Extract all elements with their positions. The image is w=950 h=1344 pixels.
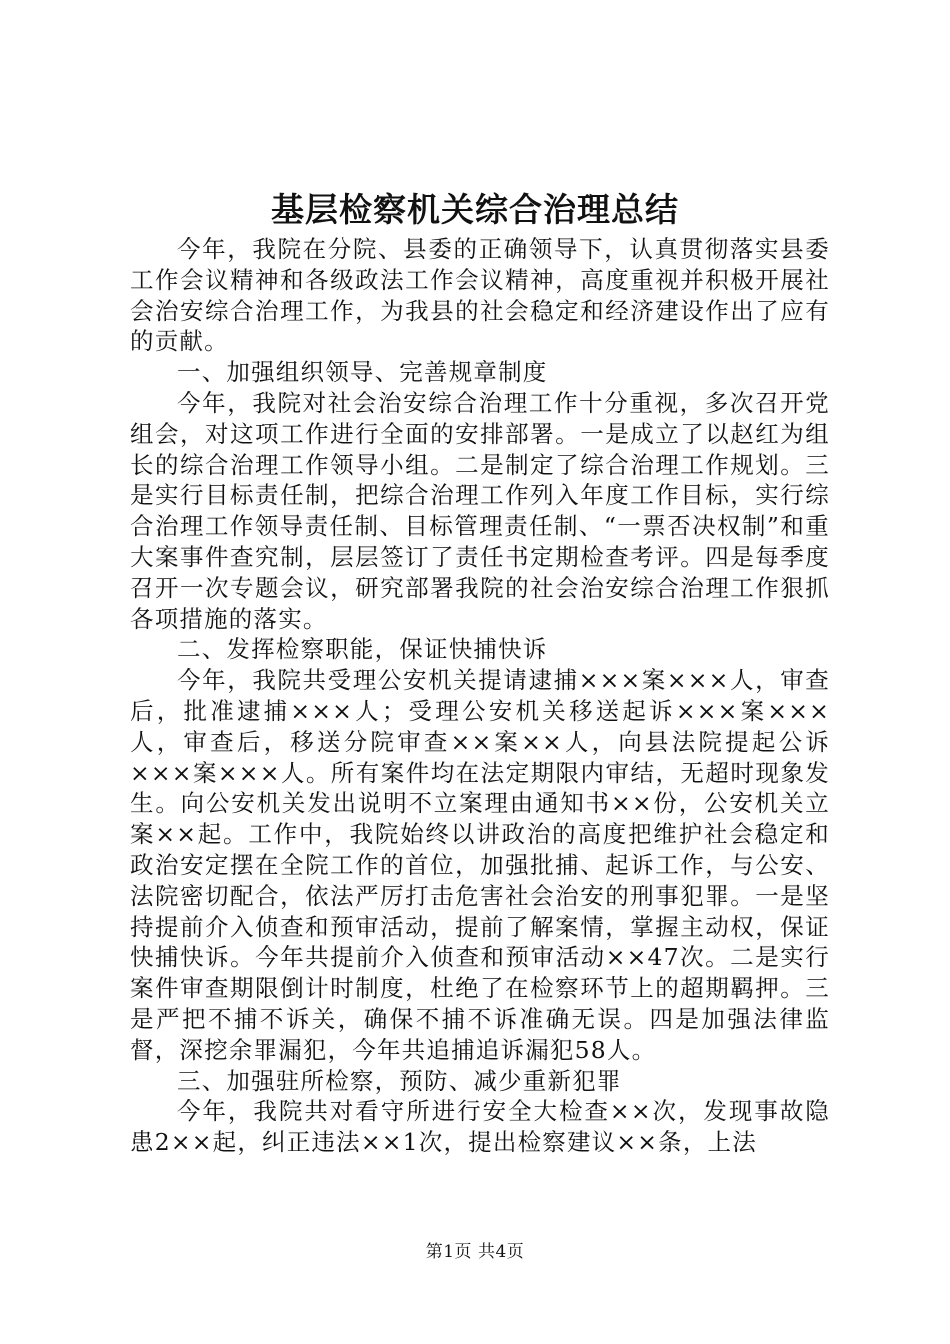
page-footer: 第1页 共4页 bbox=[425, 1242, 525, 1262]
intro-paragraph: 今年，我院在分院、县委的正确领导下，认真贯彻落实县委工作会议精神和各级政法工作会议精神，高度重视并积极开展社会治安综合治理工作，为我县的社会稳定和经济建设作出了应有的贡献。 bbox=[130, 235, 830, 356]
section-3-paragraph: 今年，我院共对看守所进行安全大检查××次，发现事故隐患2××起，纠正违法××1次，提出检察建议××条，上法 bbox=[130, 1097, 830, 1157]
section-heading-2: 二、发挥检察职能，保证快捕快诉 bbox=[177, 635, 548, 664]
document-body bbox=[130, 234, 830, 1158]
document-title: 基层检察机关综合治理总结 bbox=[271, 190, 679, 229]
section-heading-3: 三、加强驻所检察，预防、减少重新犯罪 bbox=[177, 1066, 622, 1095]
section-heading-1: 一、加强组织领导、完善规章制度 bbox=[177, 358, 548, 387]
section-1-paragraph: 今年，我院对社会治安综合治理工作十分重视，多次召开党组会，对这项工作进行全面的安排部署。一是成立了以赵红为组长的综合治理工作领导小组。二是制定了综合治理工作规划。三是实行目标责任制，把综合治理工作列入年度工作目标，实行综合治理工作领导责任制、目标管理责任制、“一票否决权制”和重大案事件查究制，层层签订了责任书定期检查考评。四是每季度召开一次专题会议，研究部署我院的社会治安综合治理工作狠抓各项措施的落实。 bbox=[130, 388, 830, 633]
section-2-paragraph: 今年，我院共受理公安机关提请逮捕×××案×××人，审查后，批准逮捕×××人；受理公安机关移送起诉×××案×××人，审查后，移送分院审查××案××人，向县法院提起公诉×××案×××人。所有案件均在法定期限内审结，无超时现象发生。向公安机关发出说明不立案理由通知书××份，公安机关立案××起。工作中，我院始终以讲政治的高度把维护社会稳定和政治安定摆在全院工作的首位，加强批捕、起诉工作，与公安、法院密切配合，依法严厉打击危害社会治安的刑事犯罪。一是坚持提前介入侦查和预审活动，提前了解案情，掌握主动权，保证快捕快诉。今年共提前介入侦查和预审活动××47次。二是实行案件审查期限倒计时制度，杜绝了在检察环节上的超期羁押。三是严把不捕不诉关，确保不捕不诉准确无误。四是加强法律监督，深挖余罪漏犯，今年共追捕追诉漏犯58人。 bbox=[130, 666, 830, 1064]
